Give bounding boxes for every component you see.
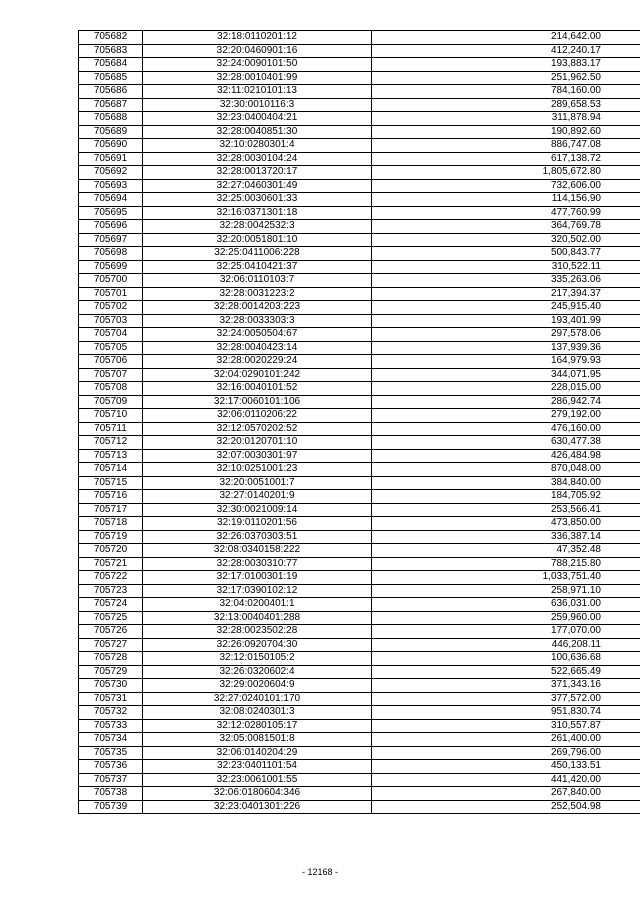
table-row	[79, 58, 640, 72]
table-row	[79, 395, 640, 409]
cell-record-number: 705716	[79, 490, 143, 504]
table-row	[79, 328, 640, 342]
cell-record-number: 705687	[79, 98, 143, 112]
cell-record-number: 705701	[79, 287, 143, 301]
cell-amount: 870,048.00	[372, 463, 640, 477]
cell-record-number: 705688	[79, 112, 143, 126]
table-row	[79, 544, 640, 558]
cell-record-number: 705736	[79, 760, 143, 774]
cell-cadastral-number: 32:24:0090101:50	[143, 58, 372, 72]
table-row	[79, 436, 640, 450]
cell-amount: 320,502.00	[372, 233, 640, 247]
cell-record-number: 705738	[79, 787, 143, 801]
cell-amount: 286,942.74	[372, 395, 640, 409]
cell-amount: 259,960.00	[372, 611, 640, 625]
table-row	[79, 422, 640, 436]
cell-cadastral-number: 32:04:0200401:1	[143, 598, 372, 612]
cell-amount: 253,566.41	[372, 503, 640, 517]
cell-record-number: 705717	[79, 503, 143, 517]
cell-amount: 335,263.06	[372, 274, 640, 288]
cell-cadastral-number: 32:28:0010401:99	[143, 71, 372, 85]
cell-amount: 412,240.17	[372, 44, 640, 58]
cell-amount: 297,578.06	[372, 328, 640, 342]
cell-record-number: 705695	[79, 206, 143, 220]
table-row	[79, 368, 640, 382]
table-row	[79, 746, 640, 760]
cell-amount: 279,192.00	[372, 409, 640, 423]
table-row	[79, 112, 640, 126]
cell-amount: 951,830.74	[372, 706, 640, 720]
cell-record-number: 705685	[79, 71, 143, 85]
cell-cadastral-number: 32:20:0051801:10	[143, 233, 372, 247]
cell-amount: 473,850.00	[372, 517, 640, 531]
cell-cadastral-number: 32:26:0320602:4	[143, 665, 372, 679]
cell-cadastral-number: 32:30:0021009:14	[143, 503, 372, 517]
cell-amount: 289,658.53	[372, 98, 640, 112]
cell-cadastral-number: 32:28:0020229:24	[143, 355, 372, 369]
cell-record-number: 705692	[79, 166, 143, 180]
cell-record-number: 705719	[79, 530, 143, 544]
cell-amount: 617,138.72	[372, 152, 640, 166]
cell-amount: 184,705.92	[372, 490, 640, 504]
cell-cadastral-number: 32:17:0100301:19	[143, 571, 372, 585]
cell-record-number: 705733	[79, 719, 143, 733]
cell-record-number: 705706	[79, 355, 143, 369]
table-row	[79, 287, 640, 301]
cell-cadastral-number: 32:28:0014203:223	[143, 301, 372, 315]
cell-record-number: 705739	[79, 800, 143, 814]
cell-amount: 500,843.77	[372, 247, 640, 261]
cell-cadastral-number: 32:10:0251001:23	[143, 463, 372, 477]
cell-record-number: 705704	[79, 328, 143, 342]
cell-cadastral-number: 32:20:0051001:7	[143, 476, 372, 490]
cell-cadastral-number: 32:26:0920704:30	[143, 638, 372, 652]
cell-cadastral-number: 32:06:0180604:346	[143, 787, 372, 801]
cell-amount: 310,522.11	[372, 260, 640, 274]
cell-cadastral-number: 32:27:0240101:170	[143, 692, 372, 706]
cell-cadastral-number: 32:23:0401301:226	[143, 800, 372, 814]
cell-amount: 384,840.00	[372, 476, 640, 490]
cell-amount: 630,477.38	[372, 436, 640, 450]
table-row	[79, 85, 640, 99]
cell-cadastral-number: 32:20:0460901:16	[143, 44, 372, 58]
cell-record-number: 705709	[79, 395, 143, 409]
table-row	[79, 31, 640, 45]
cell-amount: 477,760.99	[372, 206, 640, 220]
cell-record-number: 705686	[79, 85, 143, 99]
cell-record-number: 705690	[79, 139, 143, 153]
table-row	[79, 638, 640, 652]
cell-record-number: 705711	[79, 422, 143, 436]
cell-amount: 344,071.95	[372, 368, 640, 382]
cell-record-number: 705730	[79, 679, 143, 693]
cell-cadastral-number: 32:28:0040851:30	[143, 125, 372, 139]
cell-record-number: 705718	[79, 517, 143, 531]
cell-cadastral-number: 32:16:0371301:18	[143, 206, 372, 220]
cell-cadastral-number: 32:23:0061001:55	[143, 773, 372, 787]
table-row	[79, 274, 640, 288]
cell-record-number: 705726	[79, 625, 143, 639]
cell-cadastral-number: 32:12:0280105:17	[143, 719, 372, 733]
cell-amount: 258,971.10	[372, 584, 640, 598]
table-row	[79, 625, 640, 639]
cell-record-number: 705702	[79, 301, 143, 315]
cell-amount: 217,394.37	[372, 287, 640, 301]
cell-cadastral-number: 32:28:0013720:17	[143, 166, 372, 180]
cell-cadastral-number: 32:25:0411006:228	[143, 247, 372, 261]
table-row	[79, 679, 640, 693]
cell-cadastral-number: 32:25:0030601:33	[143, 193, 372, 207]
cell-cadastral-number: 32:12:0570202:52	[143, 422, 372, 436]
cell-amount: 267,840.00	[372, 787, 640, 801]
cell-cadastral-number: 32:05:0081501:8	[143, 733, 372, 747]
table-row	[79, 800, 640, 814]
cell-cadastral-number: 32:06:0110103:7	[143, 274, 372, 288]
table-row	[79, 692, 640, 706]
table-row	[79, 341, 640, 355]
cell-record-number: 705715	[79, 476, 143, 490]
cell-amount: 1,805,672.80	[372, 166, 640, 180]
cell-amount: 252,504.98	[372, 800, 640, 814]
cell-amount: 446,208.11	[372, 638, 640, 652]
cell-record-number: 705722	[79, 571, 143, 585]
cell-record-number: 705734	[79, 733, 143, 747]
cell-cadastral-number: 32:30:0010116:3	[143, 98, 372, 112]
cell-record-number: 705727	[79, 638, 143, 652]
cell-cadastral-number: 32:06:0140204:29	[143, 746, 372, 760]
table-row	[79, 247, 640, 261]
table-row	[79, 530, 640, 544]
table-row	[79, 773, 640, 787]
cell-cadastral-number: 32:28:0030104:24	[143, 152, 372, 166]
cell-amount: 336,387.14	[372, 530, 640, 544]
table-row	[79, 598, 640, 612]
cell-cadastral-number: 32:17:0390102:12	[143, 584, 372, 598]
cell-record-number: 705703	[79, 314, 143, 328]
cell-amount: 177,070.00	[372, 625, 640, 639]
cell-amount: 784,160.00	[372, 85, 640, 99]
cell-record-number: 705731	[79, 692, 143, 706]
cell-record-number: 705697	[79, 233, 143, 247]
cell-record-number: 705693	[79, 179, 143, 193]
table-row	[79, 449, 640, 463]
table-row	[79, 355, 640, 369]
data-table	[78, 30, 640, 814]
cell-record-number: 705708	[79, 382, 143, 396]
table-row	[79, 71, 640, 85]
cell-cadastral-number: 32:23:0401101:54	[143, 760, 372, 774]
cell-amount: 190,892.60	[372, 125, 640, 139]
table-row	[79, 787, 640, 801]
table-row	[79, 503, 640, 517]
cell-amount: 114,156.90	[372, 193, 640, 207]
cell-cadastral-number: 32:28:0031223:2	[143, 287, 372, 301]
cell-amount: 1,033,751.40	[372, 571, 640, 585]
table-row	[79, 125, 640, 139]
table-row	[79, 463, 640, 477]
cell-amount: 311,878.94	[372, 112, 640, 126]
cell-amount: 269,796.00	[372, 746, 640, 760]
cell-record-number: 705683	[79, 44, 143, 58]
cell-cadastral-number: 32:07:0030301:97	[143, 449, 372, 463]
cell-cadastral-number: 32:28:0042532:3	[143, 220, 372, 234]
cell-record-number: 705728	[79, 652, 143, 666]
cell-amount: 522,665.49	[372, 665, 640, 679]
cell-amount: 100,636.68	[372, 652, 640, 666]
table-row	[79, 260, 640, 274]
cell-cadastral-number: 32:28:0033303:3	[143, 314, 372, 328]
cell-cadastral-number: 32:29:0020604:9	[143, 679, 372, 693]
cell-record-number: 705707	[79, 368, 143, 382]
table-row	[79, 409, 640, 423]
cell-amount: 228,015.00	[372, 382, 640, 396]
table-row	[79, 652, 640, 666]
table-row	[79, 193, 640, 207]
cell-cadastral-number: 32:24:0050504:67	[143, 328, 372, 342]
cell-cadastral-number: 32:17:0060101:106	[143, 395, 372, 409]
table-row	[79, 719, 640, 733]
cell-amount: 214,642.00	[372, 31, 640, 45]
cell-record-number: 705694	[79, 193, 143, 207]
table-row	[79, 584, 640, 598]
cell-record-number: 705700	[79, 274, 143, 288]
cell-cadastral-number: 32:19:0110201:56	[143, 517, 372, 531]
table-row	[79, 152, 640, 166]
table-row	[79, 314, 640, 328]
cell-cadastral-number: 32:26:0370303:51	[143, 530, 372, 544]
table-row	[79, 571, 640, 585]
cell-record-number: 705689	[79, 125, 143, 139]
table-row	[79, 665, 640, 679]
cell-cadastral-number: 32:25:0410421:37	[143, 260, 372, 274]
cell-cadastral-number: 32:08:0340158:222	[143, 544, 372, 558]
cell-record-number: 705710	[79, 409, 143, 423]
cell-record-number: 705723	[79, 584, 143, 598]
cell-record-number: 705735	[79, 746, 143, 760]
cell-amount: 47,352.48	[372, 544, 640, 558]
table-row	[79, 611, 640, 625]
table-row	[79, 220, 640, 234]
cell-record-number: 705696	[79, 220, 143, 234]
cell-record-number: 705682	[79, 31, 143, 45]
table-row	[79, 98, 640, 112]
cell-record-number: 705721	[79, 557, 143, 571]
table-row	[79, 706, 640, 720]
cell-cadastral-number: 32:10:0280301:4	[143, 139, 372, 153]
table-row	[79, 139, 640, 153]
cell-amount: 788,215.80	[372, 557, 640, 571]
cell-cadastral-number: 32:11:0210101:13	[143, 85, 372, 99]
cell-amount: 441,420.00	[372, 773, 640, 787]
table-row	[79, 301, 640, 315]
table-row	[79, 733, 640, 747]
cell-amount: 371,343.16	[372, 679, 640, 693]
cell-amount: 193,883.17	[372, 58, 640, 72]
cell-record-number: 705737	[79, 773, 143, 787]
cell-cadastral-number: 32:16:0040101:52	[143, 382, 372, 396]
cell-cadastral-number: 32:13:0040401:288	[143, 611, 372, 625]
table-row	[79, 166, 640, 180]
cell-amount: 886,747.08	[372, 139, 640, 153]
cell-amount: 450,133.51	[372, 760, 640, 774]
cell-record-number: 705691	[79, 152, 143, 166]
cell-cadastral-number: 32:28:0023502:28	[143, 625, 372, 639]
table-row	[79, 382, 640, 396]
cell-amount: 245,915.40	[372, 301, 640, 315]
cell-cadastral-number: 32:04:0290101:242	[143, 368, 372, 382]
table-row	[79, 44, 640, 58]
cell-amount: 251,962.50	[372, 71, 640, 85]
cell-amount: 636,031.00	[372, 598, 640, 612]
cell-amount: 261,400.00	[372, 733, 640, 747]
cell-cadastral-number: 32:06:0110206:22	[143, 409, 372, 423]
table-row	[79, 179, 640, 193]
cell-cadastral-number: 32:28:0030310:77	[143, 557, 372, 571]
cell-amount: 193,401.99	[372, 314, 640, 328]
cell-record-number: 705714	[79, 463, 143, 477]
cell-record-number: 705712	[79, 436, 143, 450]
cell-amount: 164,979.93	[372, 355, 640, 369]
cell-cadastral-number: 32:23:0400404:21	[143, 112, 372, 126]
cell-amount: 377,572.00	[372, 692, 640, 706]
cell-amount: 426,484.98	[372, 449, 640, 463]
cell-record-number: 705720	[79, 544, 143, 558]
cell-cadastral-number: 32:28:0040423:14	[143, 341, 372, 355]
cell-record-number: 705699	[79, 260, 143, 274]
cell-record-number: 705724	[79, 598, 143, 612]
cell-cadastral-number: 32:27:0460301:49	[143, 179, 372, 193]
table-row	[79, 476, 640, 490]
table-row	[79, 760, 640, 774]
cell-amount: 476,160.00	[372, 422, 640, 436]
cell-record-number: 705732	[79, 706, 143, 720]
cell-cadastral-number: 32:20:0120701:10	[143, 436, 372, 450]
cell-record-number: 705725	[79, 611, 143, 625]
table-row	[79, 490, 640, 504]
cell-cadastral-number: 32:18:0110201:12	[143, 31, 372, 45]
cell-amount: 310,557.87	[372, 719, 640, 733]
cell-cadastral-number: 32:08:0240301:3	[143, 706, 372, 720]
cell-amount: 364,769.78	[372, 220, 640, 234]
cell-cadastral-number: 32:27:0140201:9	[143, 490, 372, 504]
cell-record-number: 705684	[79, 58, 143, 72]
table-row	[79, 517, 640, 531]
table-row	[79, 233, 640, 247]
table-body	[79, 31, 640, 814]
cell-record-number: 705729	[79, 665, 143, 679]
cell-record-number: 705713	[79, 449, 143, 463]
cell-record-number: 705698	[79, 247, 143, 261]
cell-record-number: 705705	[79, 341, 143, 355]
cell-amount: 137,939.36	[372, 341, 640, 355]
page-number: - 12168 -	[301, 867, 339, 877]
table-row	[79, 206, 640, 220]
cell-cadastral-number: 32:12:0150105:2	[143, 652, 372, 666]
table-row	[79, 557, 640, 571]
cell-amount: 732,606.00	[372, 179, 640, 193]
